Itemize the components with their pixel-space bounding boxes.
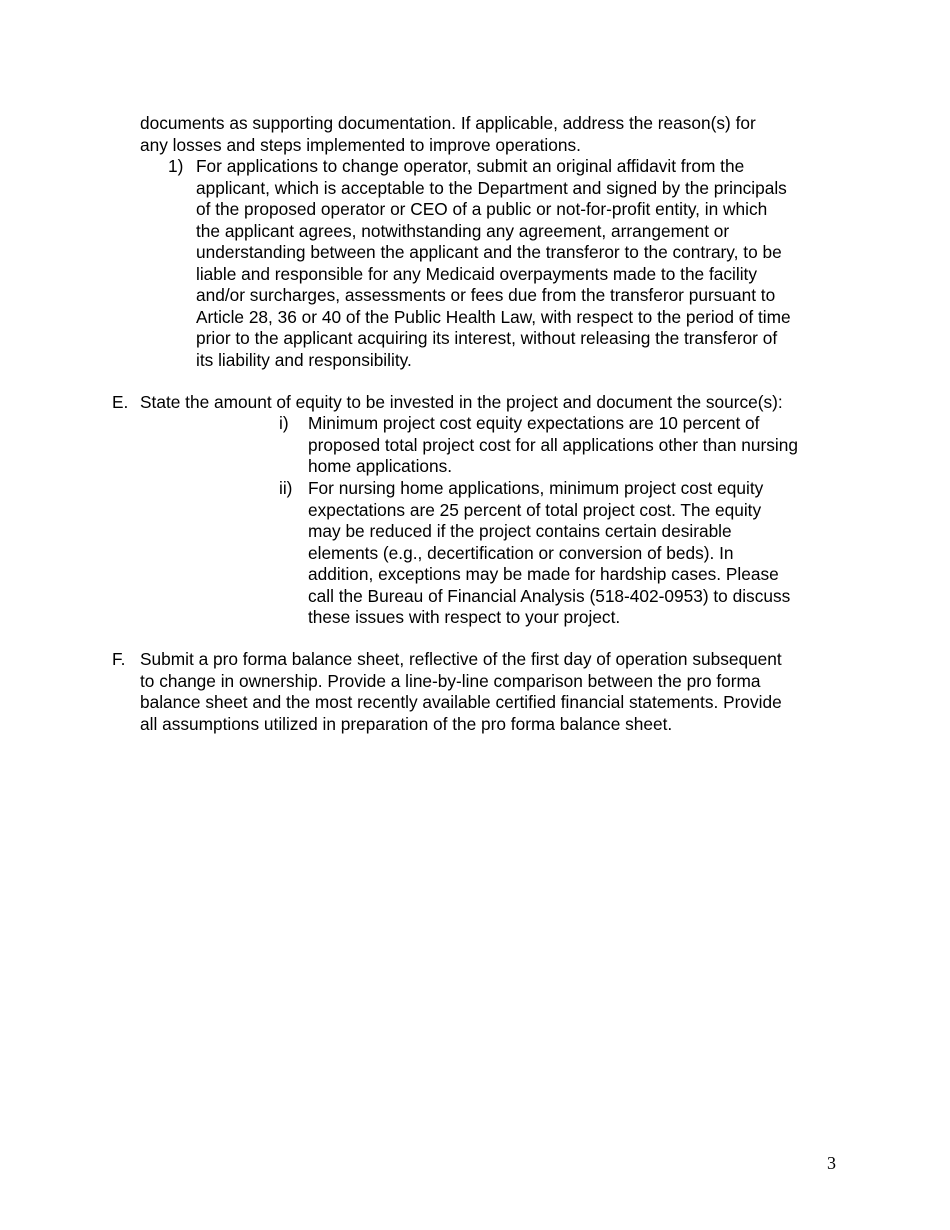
item-1-marker: 1) (168, 156, 184, 176)
item-1-line: prior to the applicant acquiring its interest, without releasing the transferor of (196, 328, 778, 348)
section-f-line: balance sheet and the most recently available certified financial statements. Provide (140, 692, 782, 712)
item-1-line: liable and responsible for any Medicaid overpayments made to the facility (196, 263, 757, 284)
section-e-i-marker: i) (279, 413, 289, 433)
intro-line: any losses and steps implemented to improve operations. (140, 134, 581, 155)
section-e-line: State the amount of equity to be invested in the project and document the source(s): (140, 392, 783, 412)
section-e-i-line: proposed total project cost for all applications other than nursing (308, 434, 798, 455)
item-1-line: For applications to change operator, submit an original affidavit from the (196, 156, 745, 176)
section-e-ii-marker: ii) (279, 478, 293, 498)
item-1-line: of the proposed operator or CEO of a public or not-for-profit entity, in which (196, 199, 768, 219)
section-e-ii-line: For nursing home applications, minimum project cost equity (308, 478, 764, 498)
section-f-line: to change in ownership. Provide a line-by-line comparison between the pro forma (140, 670, 761, 691)
section-e-ii-text (308, 478, 868, 629)
page-number: 3 (827, 1153, 836, 1173)
item-1-line: understanding between the applicant and the transferor to the contrary, to be (196, 242, 782, 262)
section-e-i-line: Minimum project cost equity expectations are 10 percent of (308, 413, 760, 433)
section-f-line: Submit a pro forma balance sheet, reflective of the first day of operation subsequent (140, 649, 782, 669)
section-e-i-text (308, 413, 868, 478)
intro-paragraph (140, 113, 860, 156)
section-e-ii-line: call the Bureau of Financial Analysis (518-402-0953) to discuss (308, 585, 791, 606)
section-e-ii-line: may be reduced if the project contains certain desirable (308, 521, 732, 541)
section-f-marker: F. (112, 649, 126, 669)
section-e-ii-line: expectations are 25 percent of total project cost. The equity (308, 499, 762, 520)
section-e-ii-line: elements (e.g., decertification or conversion of beds). In (308, 542, 734, 563)
item-1-line: Article 28, 36 or 40 of the Public Health Law, with respect to the period of time (196, 306, 791, 327)
intro-line: documents as supporting documentation. If applicable, address the reason(s) for (140, 113, 756, 133)
section-e-ii-line: addition, exceptions may be made for hardship cases. Please (308, 564, 779, 584)
item-1-line: applicant, which is acceptable to the Department and signed by the principals (196, 177, 787, 198)
item-1-text (196, 156, 876, 371)
section-f-text (140, 649, 880, 735)
item-1-line: the applicant agrees, notwithstanding any agreement, arrangement or (196, 220, 730, 241)
section-f-line: all assumptions utilized in preparation of the pro forma balance sheet. (140, 713, 673, 734)
item-1-line: its liability and responsibility. (196, 349, 412, 370)
section-e-ii-line: these issues with respect to your project. (308, 607, 621, 627)
section-e-heading (140, 392, 860, 414)
section-e-marker: E. (112, 392, 129, 412)
item-1-line: and/or surcharges, assessments or fees due from the transferor pursuant to (196, 285, 776, 305)
section-e-i-line: home applications. (308, 456, 453, 476)
